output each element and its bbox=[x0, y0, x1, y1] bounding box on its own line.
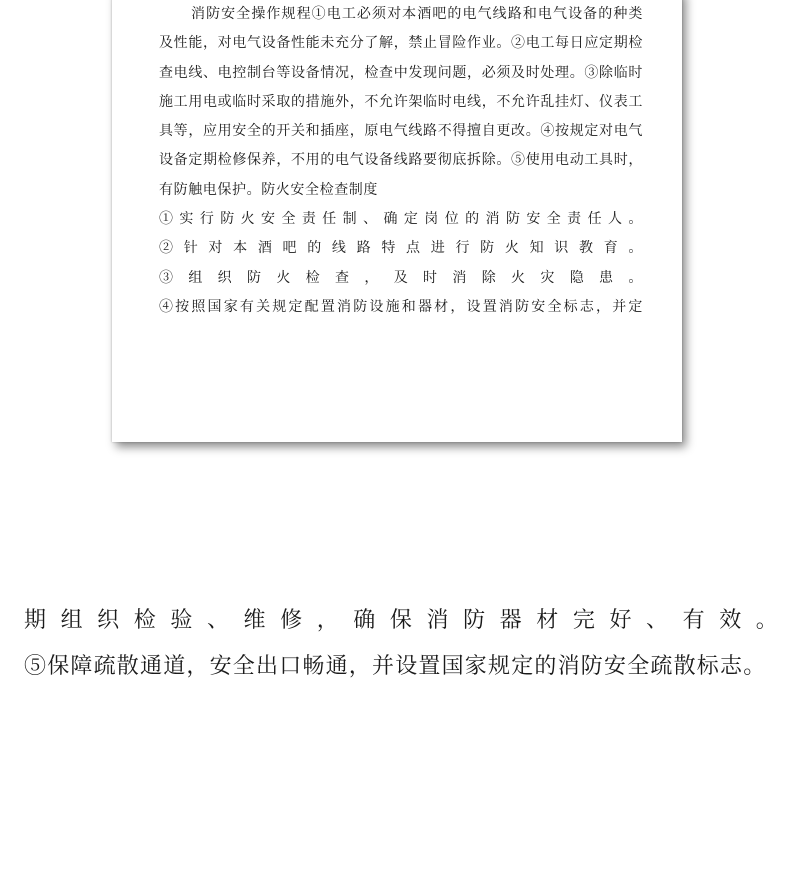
inspection-item-4-start: ④按照国家有关规定配置消防设施和器材，设置消防安全标志，并定 bbox=[159, 298, 643, 315]
continuation-text bbox=[24, 598, 779, 690]
continuation-line-2: ⑤保障疏散通道，安全出口畅通，并设置国家规定的消防安全疏散标志。 bbox=[24, 654, 767, 679]
operating-rules-paragraph: 消防安全操作规程①电工必须对本酒吧的电气线路和电气设备的种类及性能，对电气设备性能未充分了解，禁止冒险作业。②电工每日应定期检查电线、电控制台等设备情况，检查中发现问题，必须及时处理。③除临时施工用电或临时采取的措施外，不允许架临时电线，不允许乱挂灯、仪表工具等，应用安全的开关和插座，原电气线路不得擅自更改。④按规定对电气设备定期检修保养，不用的电气设备线路要彻底拆除。⑤使用电动工具时，有防触电保护。防火安全检查制度 bbox=[159, 6, 643, 198]
inspection-item-2: ②针对本酒吧的线路特点进行防火知识教育。 bbox=[159, 240, 643, 257]
document-page bbox=[112, 0, 682, 442]
document-body bbox=[159, 0, 643, 322]
inspection-item-3: ③组织防火检查，及时消除火灾隐患。 bbox=[159, 269, 643, 286]
inspection-item-1: ①实行防火安全责任制、确定岗位的消防安全责任人。 bbox=[159, 211, 643, 228]
continuation-line-1: 期组织检验、维修，确保消防器材完好、有效。 bbox=[24, 608, 779, 633]
